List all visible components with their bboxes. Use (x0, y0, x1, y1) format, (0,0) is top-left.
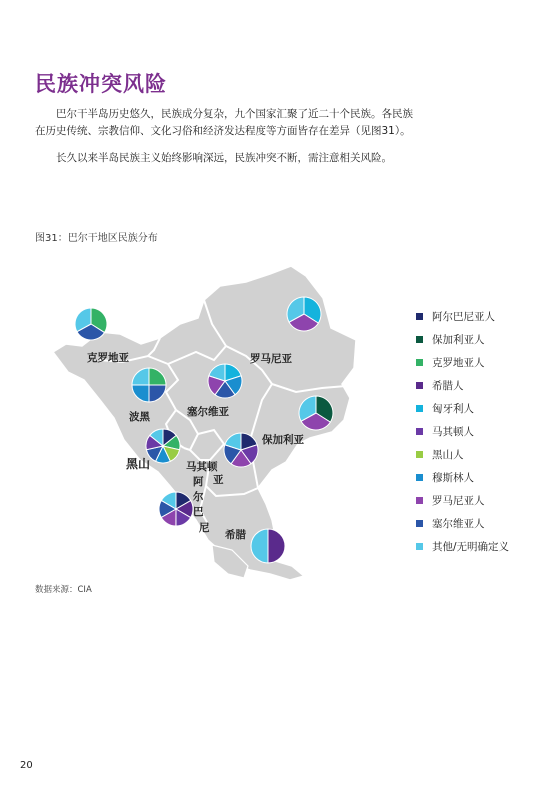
data-source: 数据来源：CIA (35, 585, 92, 595)
legend-item (416, 310, 509, 333)
legend-label: 阿尔巴尼亚人 (432, 311, 495, 323)
region-label: 罗马尼亚 (250, 353, 292, 365)
pie-塞尔维亚 (208, 364, 242, 398)
pie-slice (268, 529, 285, 563)
legend-swatch (416, 405, 423, 412)
pie-波黑 (132, 368, 166, 402)
intro-paragraph: 巴尔干半岛历史悠久，民族成分复杂，九个国家汇聚了近二十个民族。各民族在历史传统、宗教信仰、文化习俗和经济发达程度等方面皆存在差异（见图31）。 (35, 108, 413, 137)
pie-希腊 (251, 529, 285, 563)
legend-label: 穆斯林人 (432, 472, 474, 484)
region-label: 阿 (193, 476, 204, 488)
region-label: 希腊 (225, 529, 246, 541)
region-label: 尔 (193, 491, 204, 503)
legend-label: 罗马尼亚人 (432, 495, 485, 507)
legend-swatch (416, 497, 423, 504)
region-label: 保加利亚 (262, 434, 304, 446)
legend-item (416, 540, 509, 563)
legend-item (416, 425, 509, 448)
legend-item (416, 448, 509, 471)
risk-paragraph: 长久以来半岛民族主义始终影响深远，民族冲突不断，需注意相关风险。 (56, 152, 392, 164)
legend-item (416, 356, 509, 379)
pie-马其顿 (224, 433, 258, 467)
region-label: 马其顿 (186, 461, 218, 473)
legend-swatch (416, 474, 423, 481)
legend-label: 克罗地亚人 (432, 357, 485, 369)
legend-label: 马其顿人 (432, 426, 474, 438)
legend-swatch (416, 336, 423, 343)
legend-label: 塞尔维亚人 (432, 518, 485, 530)
page-number: 20 (20, 760, 33, 771)
region-label: 克罗地亚 (87, 352, 129, 364)
legend-label: 保加利亚人 (432, 334, 485, 346)
legend-item (416, 517, 509, 540)
legend-swatch (416, 451, 423, 458)
region-label: 亚 (213, 474, 224, 486)
legend-item (416, 494, 509, 517)
region-label: 塞尔维亚 (187, 406, 229, 418)
legend-label: 匈牙利人 (432, 403, 474, 415)
region-label: 巴 (193, 506, 204, 518)
pie-克罗地亚 (75, 308, 107, 340)
legend-swatch (416, 543, 423, 550)
legend-label: 其他/无明确定义 (432, 541, 510, 553)
pie-黑山 (146, 429, 180, 463)
pie-保加利亚 (299, 396, 333, 430)
legend-item (416, 379, 509, 402)
legend-item (416, 333, 509, 356)
region-label: 尼 (199, 522, 210, 534)
region-label: 黑山 (126, 457, 151, 471)
legend-item (416, 471, 509, 494)
pie-罗马尼亚 (287, 297, 321, 331)
legend-label: 黑山人 (432, 449, 464, 461)
legend-swatch (416, 382, 423, 389)
region-label: 波黑 (129, 411, 150, 423)
figure-caption: 图31：巴尔干地区民族分布 (35, 233, 158, 244)
legend-swatch (416, 428, 423, 435)
page-title: 民族冲突风险 (35, 72, 167, 96)
legend-label: 希腊人 (432, 380, 464, 392)
legend-swatch (416, 520, 423, 527)
pie-阿尔巴尼亚 (159, 492, 193, 526)
legend (416, 310, 509, 563)
legend-swatch (416, 359, 423, 366)
legend-item (416, 402, 509, 425)
legend-swatch (416, 313, 423, 320)
